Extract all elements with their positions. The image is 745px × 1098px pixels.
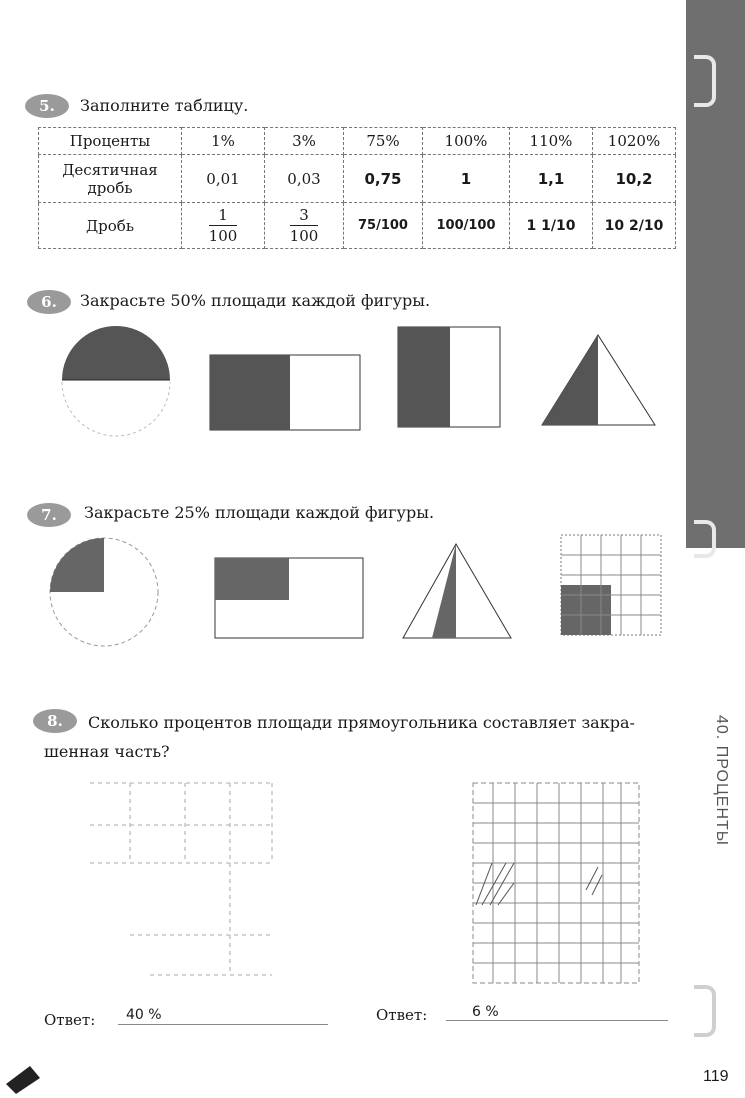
task-number-badge: 8. — [33, 709, 77, 733]
shaded-quarter — [561, 585, 611, 635]
page-number: 119 — [703, 1068, 729, 1085]
grid-figure — [561, 535, 661, 635]
fraction-denominator: 100 — [289, 227, 319, 245]
answer-line-right — [446, 1020, 668, 1021]
margin-tab-bracket — [694, 55, 716, 107]
table-cell: 75% — [344, 128, 423, 155]
circle-figure — [62, 326, 170, 436]
answer-value-right: 6 % — [472, 1004, 499, 1020]
triangle-outline — [403, 544, 511, 638]
task-number-badge: 7. — [27, 503, 71, 527]
table-row — [39, 128, 676, 155]
rectangle-figure — [215, 558, 363, 638]
task-8-text-line2: шенная часть? — [44, 742, 170, 761]
table-cell — [182, 203, 265, 249]
margin-tab-bracket — [694, 520, 716, 558]
margin-tab-bracket — [694, 985, 716, 1037]
fraction-numerator: 3 — [290, 205, 319, 226]
answer-label-left: Ответ: — [44, 1011, 96, 1029]
fraction-denominator: 100 — [208, 227, 238, 245]
circle-outline — [62, 382, 170, 436]
table-cell-handwritten: 1 1/10 — [510, 203, 593, 249]
row-label: Проценты — [39, 128, 182, 155]
rectangle-figure — [210, 355, 360, 430]
table-cell: 100% — [423, 128, 510, 155]
row-label-line: дробь — [87, 178, 133, 197]
task-8-figures — [0, 775, 680, 995]
fraction — [209, 205, 238, 246]
table-cell — [265, 203, 344, 249]
table-cell-handwritten: 10,2 — [593, 155, 676, 203]
table-cell: 0,01 — [182, 155, 265, 203]
fraction — [290, 205, 319, 246]
table-cell-handwritten: 1,1 — [510, 155, 593, 203]
shaded-quarter — [215, 558, 289, 600]
task-number-badge: 6. — [27, 290, 71, 314]
task-6-figures — [0, 320, 680, 440]
task-7-text: Закрасьте 25% площади каждой фигуры. — [84, 503, 435, 522]
row-label: Дробь — [39, 203, 182, 249]
table-row — [39, 155, 676, 203]
triangle-figure — [542, 335, 655, 425]
fraction-numerator: 1 — [209, 205, 238, 226]
task-number-badge: 5. — [25, 94, 69, 118]
table-cell: 1% — [182, 128, 265, 155]
section-title — [700, 715, 730, 865]
circle-figure — [50, 538, 158, 646]
shaded-quarter — [50, 538, 104, 592]
row-label — [39, 155, 182, 203]
square-figure — [398, 327, 500, 427]
shaded-quarter — [432, 544, 456, 638]
table-cell-handwritten: 75/100 — [344, 203, 423, 249]
section-title-text: 40. ПРОЦЕНТЫ — [713, 715, 730, 846]
table-cell-handwritten: 100/100 — [423, 203, 510, 249]
hatched-cells — [476, 863, 602, 905]
task-5-text: Заполните таблицу. — [80, 96, 249, 115]
table-cell: 110% — [510, 128, 593, 155]
triangle-figure — [403, 544, 511, 638]
answer-line-left — [118, 1024, 328, 1025]
right-grid-rectangle — [473, 783, 639, 983]
task-8-text-line1: Сколько процентов площади прямоугольника составляет закра- — [88, 713, 635, 732]
answer-label-right: Ответ: — [376, 1006, 428, 1024]
shaded-half — [398, 327, 450, 427]
publisher-logo — [2, 1062, 42, 1094]
percent-table — [38, 127, 676, 249]
left-faint-rectangle — [90, 783, 272, 975]
shaded-half — [210, 355, 290, 430]
table-cell: 0,03 — [265, 155, 344, 203]
table-cell: 1020% — [593, 128, 676, 155]
table-row — [39, 203, 676, 249]
table-cell: 3% — [265, 128, 344, 155]
shaded-half — [62, 326, 170, 380]
table-cell-handwritten: 0,75 — [344, 155, 423, 203]
table-cell-handwritten: 1 — [423, 155, 510, 203]
answer-value-left: 40 % — [126, 1007, 162, 1023]
row-label-line: Десятичная — [62, 160, 158, 179]
task-6-text: Закрасьте 50% площади каждой фигуры. — [80, 291, 431, 310]
task-7-figures — [0, 530, 680, 650]
table-cell-handwritten: 10 2/10 — [593, 203, 676, 249]
